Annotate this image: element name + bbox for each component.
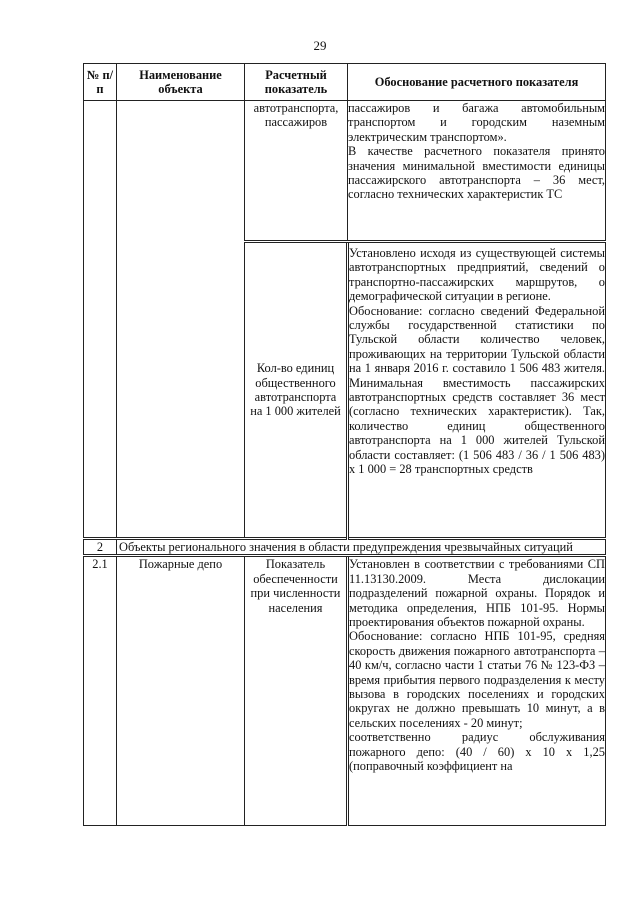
justification-paragraph: Установлено исходя из существующей системы автотранспортных предприятий, сведений о транспортно-пассажирских маршрутов, о демографической ситуации в регионе. xyxy=(349,246,605,304)
justification-paragraph: В качестве расчетного показателя принято значения минимальной вместимости единицы пассажирского автотранспорта – 36 мест, согласно технических характеристик ТС xyxy=(348,144,605,202)
cell-name-empty xyxy=(117,101,245,539)
cell-name-fire-depot: Пожарные депо xyxy=(117,556,245,826)
justification-paragraph: Установлен в соответствии с требованиями СП 11.13130.2009. Места дислокации подразделений пожарной охраны. Порядок и методика определения, НПБ 101-95. Нормы проектирования объектов пожарной охраны. xyxy=(349,557,605,630)
cell-num-2-1: 2.1 xyxy=(84,556,117,826)
justification-paragraph: Обоснование: согласно НПБ 101-95, средняя скорость движения пожарного автотранспорта – 40 км/ч, согласно части 1 статьи 76 № 123-ФЗ – время прибытия первого подразделения к месту вызова в городских поселениях и городских округах не должно превышать 10 минут, а в сельских поселениях - 20 минут; xyxy=(349,629,605,730)
justification-paragraph: пассажиров и багажа автомобильным транспортом и городским наземным электрическим транспортом». xyxy=(348,101,605,144)
section-row xyxy=(84,539,606,556)
table-row xyxy=(84,556,606,826)
header-justification: Обоснование расчетного показателя xyxy=(348,64,606,101)
header-indicator: Расчетный показатель xyxy=(245,64,348,101)
indicator-text: Кол-во единиц общественного автотранспорта на 1 000 жителей xyxy=(250,361,341,419)
table-header-row xyxy=(84,64,606,101)
cell-justification-transport xyxy=(348,101,606,242)
section-title: Объекты регионального значения в области предупреждения чрезвычайных ситуаций xyxy=(117,539,606,556)
cell-num-empty xyxy=(84,101,117,539)
header-name: Наименование объекта xyxy=(117,64,245,101)
justification-paragraph: соответственно радиус обслуживания пожарного депо: (40 / 60) х 10 х 1,25 (поправочный коэффициент на xyxy=(349,730,605,774)
cell-justification-fire xyxy=(348,556,606,826)
header-num: № п/п xyxy=(84,64,117,101)
page-number: 29 xyxy=(313,38,327,53)
document-table xyxy=(83,63,606,826)
section-num: 2 xyxy=(84,539,117,556)
cell-indicator-transport xyxy=(245,101,348,242)
table-row xyxy=(84,101,606,242)
justification-paragraph: Обоснование: согласно сведений Федеральной службы государственной статистики по Тульской области количество человек, проживающих на территории Тульской области на 1 января 2016 г. составило 1 506 483 жителя. Минимальная вместимость пассажирских автотранспортных средств составляет 36 мест (согласно технических характеристик). Так, количество единиц общественного автотранспорта на 1 000 жителей Тульской области составляет: (1 506 483 / 36 / 1 506 483) х 1 000 = 28 транспортных средств xyxy=(349,303,605,477)
indicator-text: Показатель обеспеченности при численности населения xyxy=(250,557,341,615)
cell-indicator-units xyxy=(245,242,348,539)
cell-indicator-fire xyxy=(245,556,348,826)
cell-justification-units xyxy=(348,242,606,539)
indicator-text: автотранспорта, пассажиров xyxy=(253,101,339,130)
